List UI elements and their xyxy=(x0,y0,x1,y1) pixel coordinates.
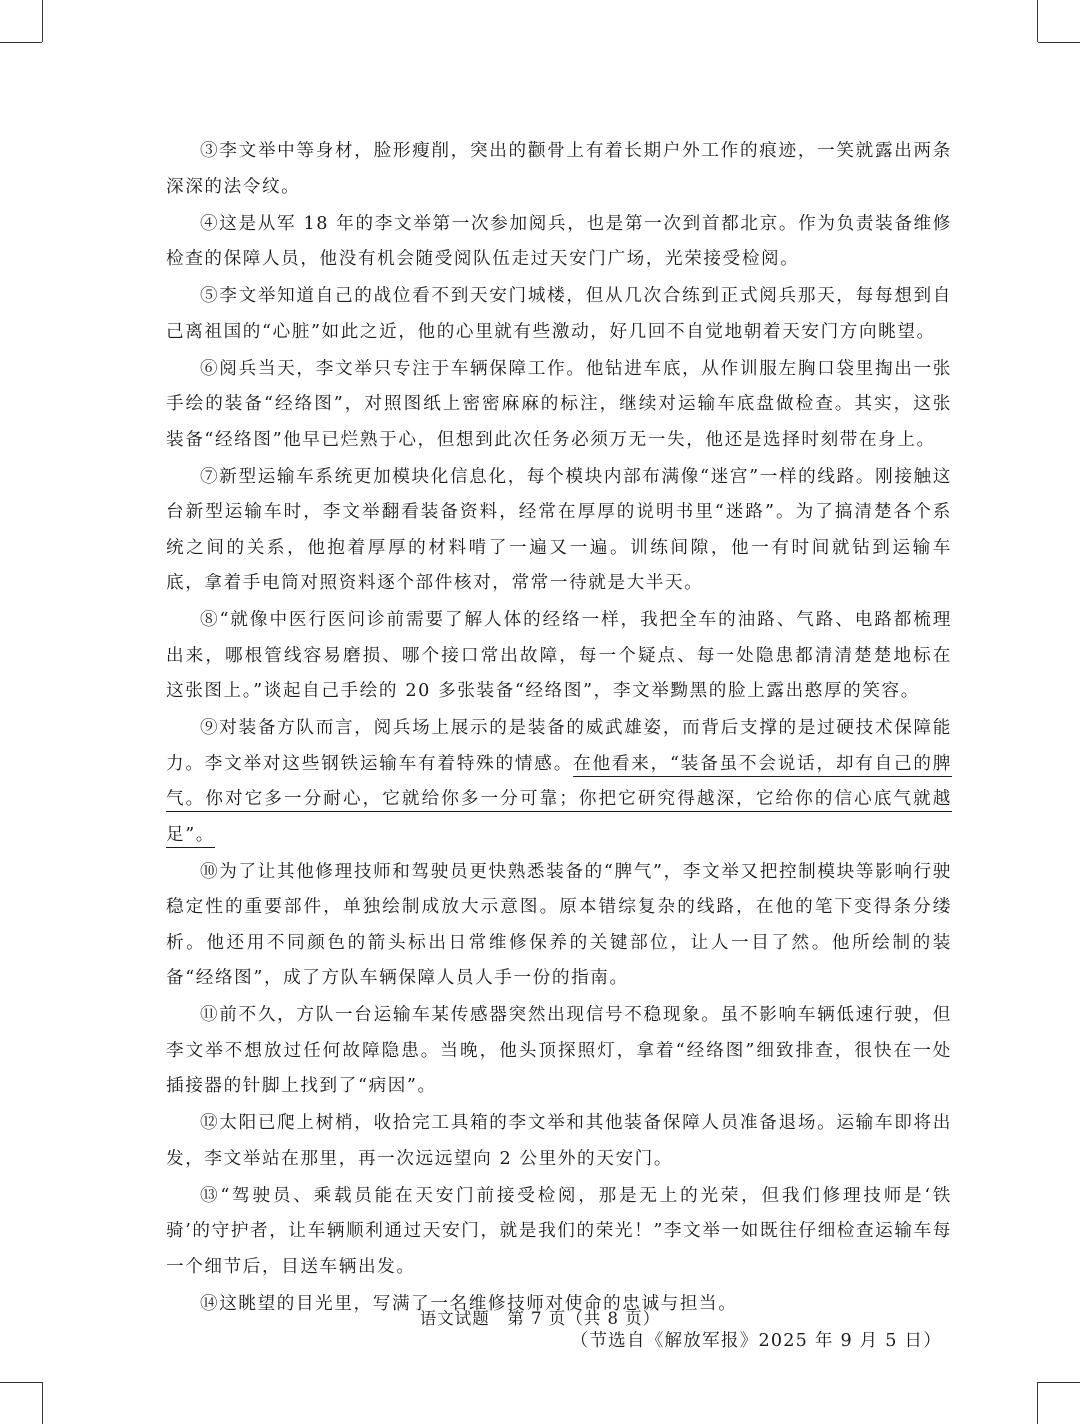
crop-mark xyxy=(1038,1382,1080,1383)
crop-mark xyxy=(42,0,43,42)
paragraph-3: ③李文举中等身材，脸形瘦削，突出的颧骨上有着长期户外工作的痕迹，一笑就露出两条深深的法令纹。 xyxy=(166,141,952,197)
paragraph-8: ⑧“就像中医行医问诊前需要了解人体的经络一样，我把全车的油路、气路、电路都梳理出来，哪根管线容易磨损、哪个接口常出故障，每一个疑点、每一处隐患都清清楚楚地标在这张图上。”谈起自己手绘的 20 多张装备“经络图”，李文举黝黑的脸上露出憨厚的笑容。 xyxy=(166,610,952,701)
page-footer: 语文试题 第 7 页（共 8 页） xyxy=(419,1309,661,1328)
crop-mark xyxy=(1037,1382,1038,1424)
article-body xyxy=(166,134,952,1359)
paragraph-14: ⑭这眺望的目光里，写满了一名维修技师对使命的忠诚与担当。 xyxy=(200,1293,738,1314)
paragraph-11: ⑪前不久，方队一台运输车某传感器突然出现信号不稳现象。虽不影响车辆低速行驶，但李文举不想放过任何故障隐患。当晚，他头顶探照灯，拿着“经络图”细致排查，很快在一处插接器的针脚上找到了“病因”。 xyxy=(166,1005,952,1096)
source-citation: （节选自《解放军报》2025 年 9 月 5 日） xyxy=(570,1330,942,1351)
crop-mark xyxy=(0,1382,42,1383)
crop-mark xyxy=(1037,0,1038,42)
crop-mark xyxy=(1038,42,1080,43)
paragraph-9: ⑨对装备方队而言，阅兵场上展示的是装备的威武雄姿，而背后支撑的是过硬技术保障能力。李文举对这些钢铁运输车有着特殊的情感。在他看来，“装备虽不会说话，却有自己的脾气。你对它多一分耐心，它就给你多一分可靠；你把它研究得越深，它给你的信心底气就越足”。 xyxy=(166,718,953,845)
paragraph-6: ⑥阅兵当天，李文举只专注于车辆保障工作。他钻进车底，从作训服左胸口袋里掏出一张手绘的装备“经络图”，对照图纸上密密麻麻的标注，继续对运输车底盘做检查。其实，这张装备“经络图”他早已烂熟于心，但想到此次任务必须万无一失，他还是选择时刻带在身上。 xyxy=(166,358,952,450)
underlined-quote: 在他看来，“装备虽不会说话，却有自己的脾气。你对它多一分耐心，它就给你多一分可靠；你把它研究得越深，它给你的信心底气就越足”。 xyxy=(166,753,953,845)
paragraph-13: ⑬“驾驶员、乘载员能在天安门前接受检阅，那是无上的光荣，但我们修理技师是‘铁骑’的守护者，让车辆顺利通过天安门，就是我们的荣光！”李文举一如既往仔细检查运输车每一个细节后，目送车辆出发。 xyxy=(166,1185,952,1277)
paragraph-7: ⑦新型运输车系统更加模块化信息化，每个模块内部布满像“迷宫”一样的线路。刚接触这台新型运输车时，李文举翻看装备资料，经常在厚厚的说明书里“迷路”。为了搞清楚各个系统之间的关系，他抱着厚厚的材料啃了一遍又一遍。训练间隙，他一有时间就钻到运输车底，拿着手电筒对照资料逐个部件核对，常常一待就是大半天。 xyxy=(166,466,952,593)
paragraph-10: ⑩为了让其他修理技师和驾驶员更快熟悉装备的“脾气”，李文举又把控制模块等影响行驶稳定性的重要部件，单独绘制成放大示意图。原本错综复杂的线路，在他的笔下变得条分缕析。他还用不同颜色的箭头标出日常维修保养的关键部位，让人一目了然。他所绘制的装备“经络图”，成了方队车辆保障人员人手一份的指南。 xyxy=(166,861,952,988)
paragraph-4: ④这是从军 18 年的李文举第一次参加阅兵，也是第一次到首都北京。作为负责装备维修检查的保障人员，他没有机会随受阅队伍走过天安门广场，光荣接受检阅。 xyxy=(166,213,952,269)
crop-mark xyxy=(42,1382,43,1424)
crop-mark xyxy=(0,42,42,43)
paragraph-12: ⑫太阳已爬上树梢，收拾完工具箱的李文举和其他装备保障人员准备退场。运输车即将出发，李文举站在那里，再一次远远望向 2 公里外的天安门。 xyxy=(166,1113,952,1169)
paragraph-5: ⑤李文举知道自己的战位看不到天安门城楼，但从几次合练到正式阅兵那天，每每想到自己离祖国的“心脏”如此之近，他的心里就有些激动，好几回不自觉地朝着天安门方向眺望。 xyxy=(166,286,952,342)
